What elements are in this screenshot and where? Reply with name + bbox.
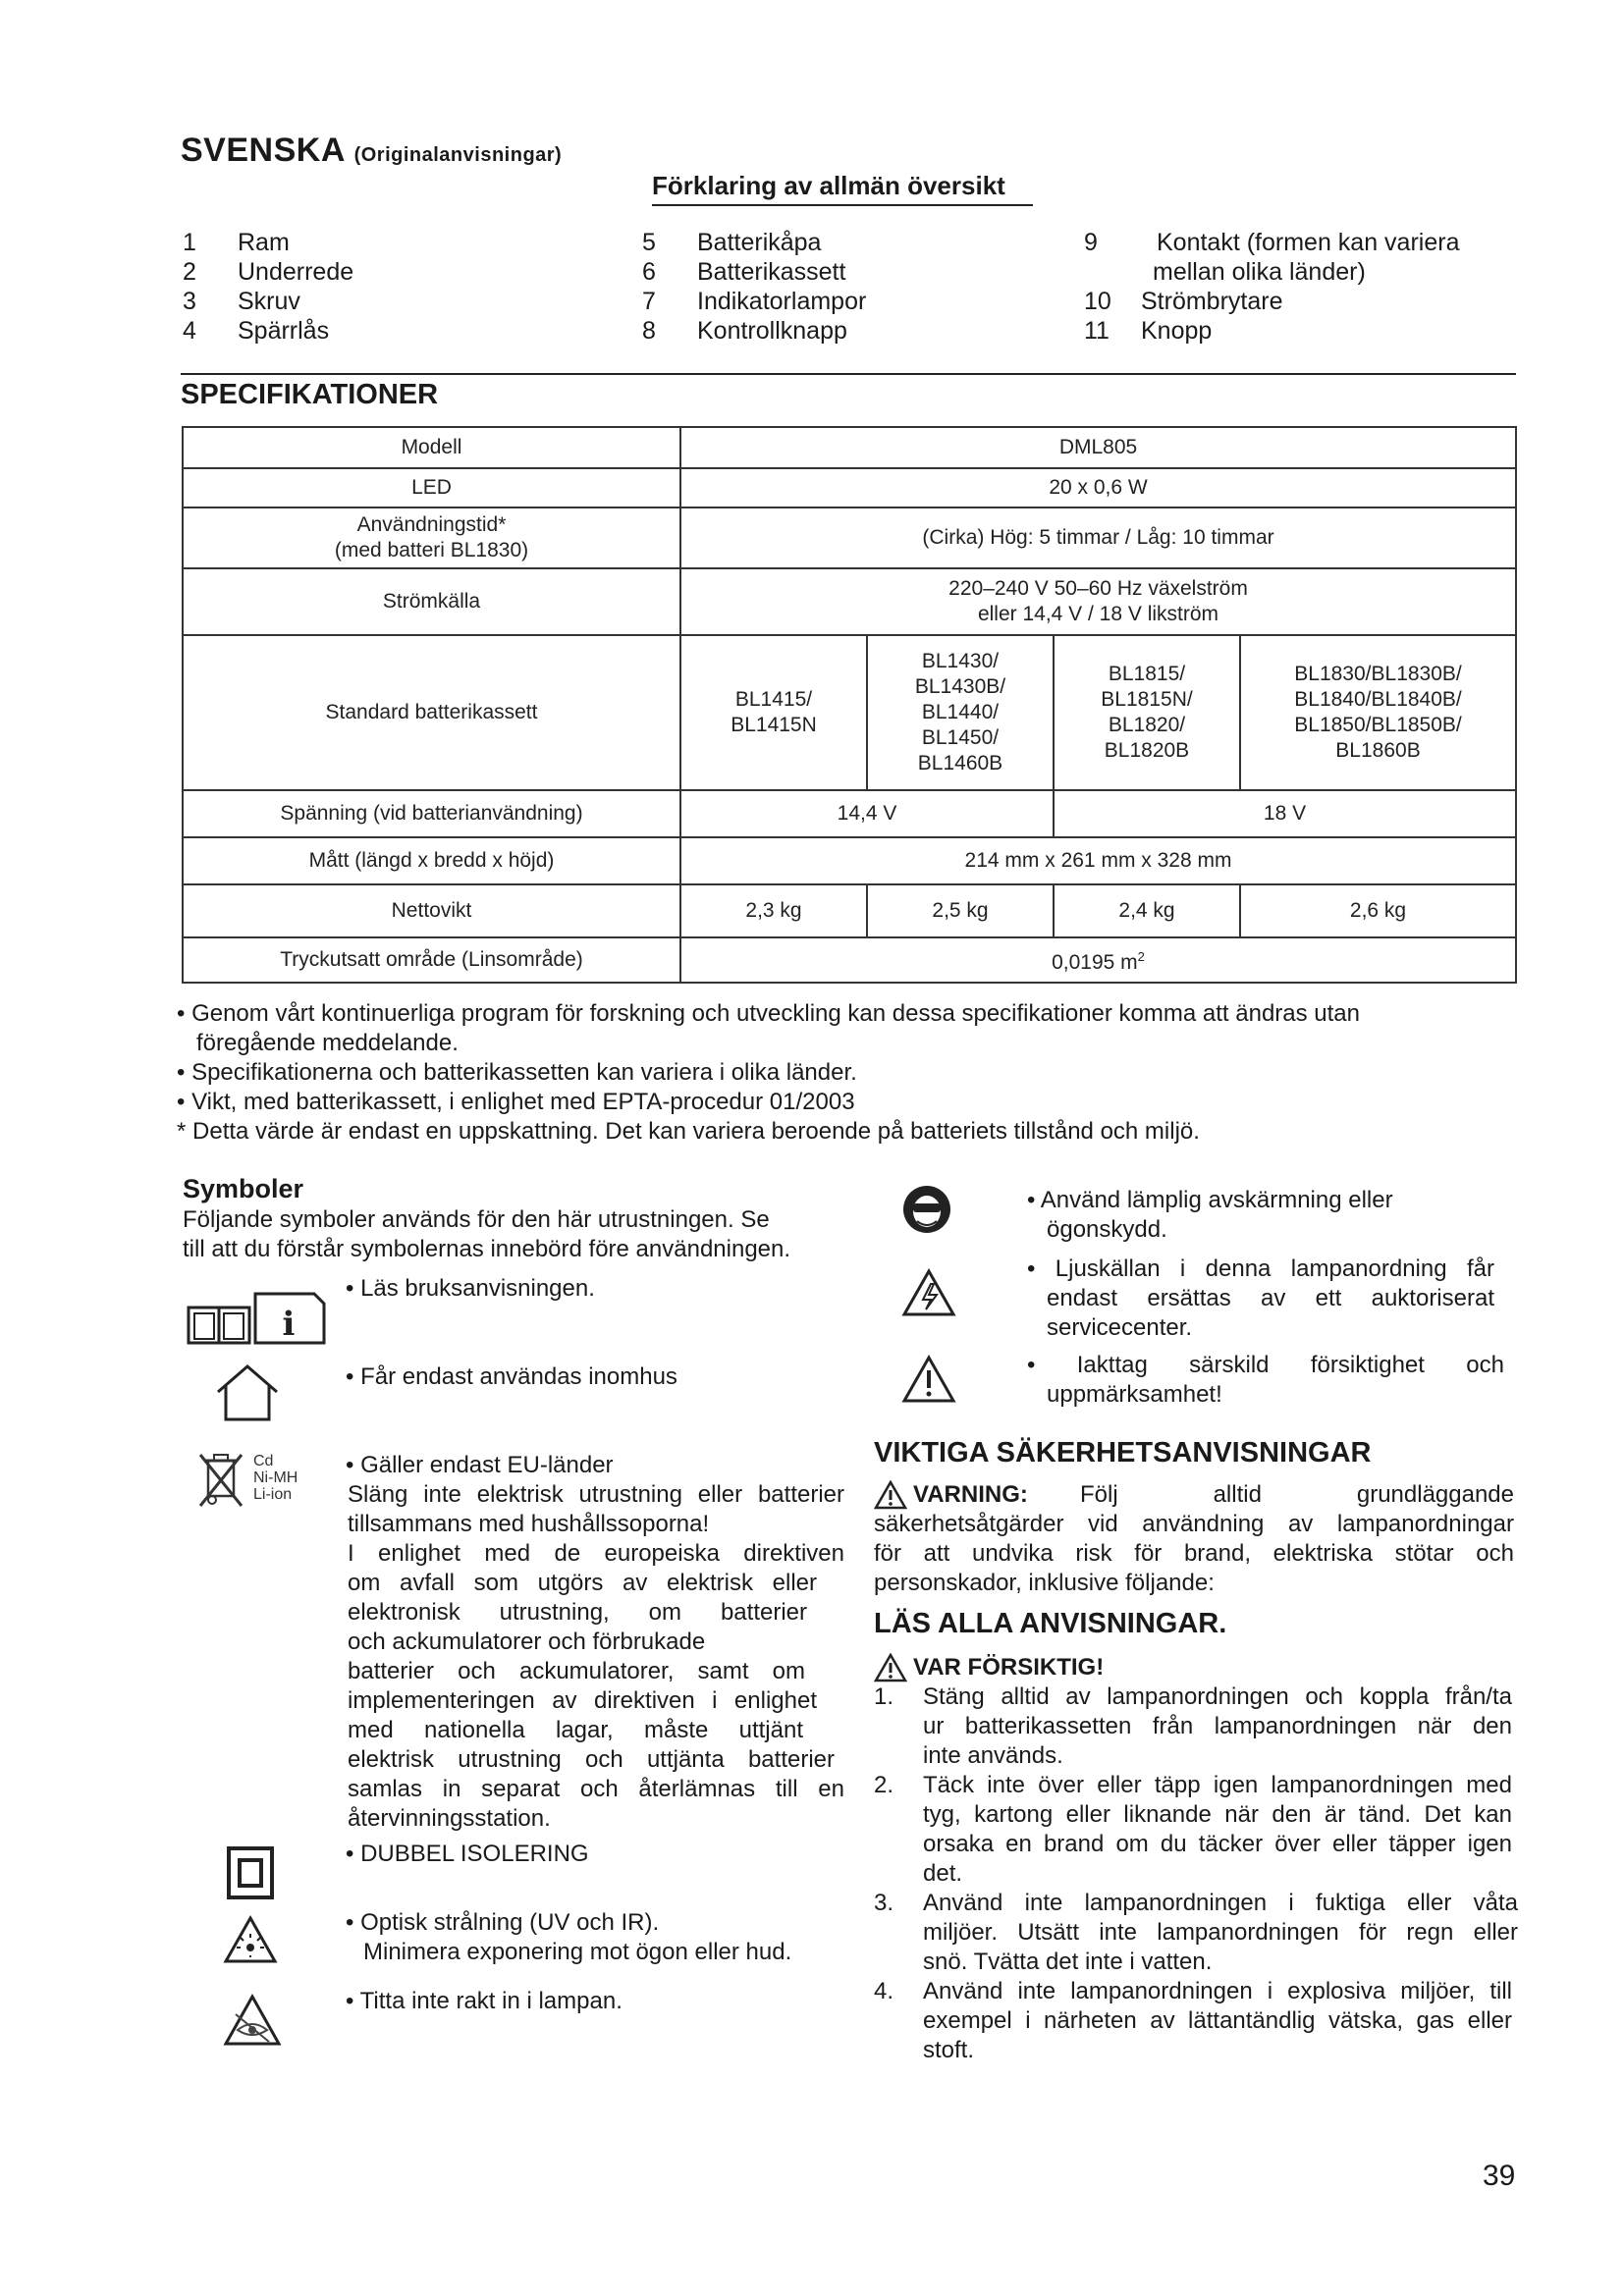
battery-cell: BL1830/BL1830B/ BL1840/BL1840B/ BL1850/BL1850B/ BL1860B [1240,635,1516,790]
spec-value: DML805 [680,427,1516,468]
spec-label: Tryckutsatt område (Linsområde) [183,937,680,983]
overview-title-underline [652,204,1033,206]
specifications-heading: SPECIFIKATIONER [181,379,439,410]
svg-text:i: i [282,1305,296,1344]
spec-label: Mått (längd x bredd x höjd) [183,837,680,884]
spec-label: Standard batterikassett [183,635,680,790]
language-sub-label: (Originalanvisningar) [353,144,563,166]
do-not-stare-at-lamp-icon [222,1993,283,2048]
spec-label: Modell [183,427,680,468]
symbol-desc: • Titta inte rakt in i lampan. [346,1988,623,2014]
symbol-desc: ögonskydd. [1047,1216,1167,1243]
list-item-continuation: mellan olika länder) [1153,258,1366,286]
symbol-desc-block: • Ljuskällan i denna lampanordning får endast ersättas av ett auktoriserat servicecenter. [1027,1255,1494,1341]
spec-value: (Cirka) Hög: 5 timmar / Låg: 10 timmar [680,507,1516,568]
caution-label-row: VAR FÖRSIKTIG! [874,1653,1104,1682]
spec-label: Användningstid* (med batteri BL1830) [183,507,680,568]
symbols-heading: Symboler [183,1174,304,1203]
double-insulation-icon [226,1845,275,1900]
symbol-desc: • Får endast användas inomhus [346,1363,677,1390]
list-item: 4 Spärrlås [183,317,330,345]
spec-value: 20 x 0,6 W [680,468,1516,507]
symbol-desc-block: • Iakttag särskild försiktighet och uppmärksamhet! [1027,1352,1504,1408]
note: • Genom vårt kontinuerliga program för forskning och utveckling kan dessa specifikationer komma att ändras utan [177,1000,1361,1027]
battery-cell: BL1430/ BL1430B/ BL1440/ BL1450/ BL1460B [867,635,1054,790]
list-item: 3 Skruv [183,288,300,315]
warning-block: VARNING: Följ alltid grundläggande säkerhetsåtgärder vid användning av lampanordningar för att undvika risk för brand, elektriska stötar och personskador, inklusive följande: [874,1481,1514,1596]
weee-chemicals-label: Cd Ni-MH Li-ion [253,1453,298,1503]
overview-column-3 [1084,228,1516,346]
symbol-desc: • Läs bruksanvisningen. [346,1275,595,1302]
spec-value: 2,5 kg [867,884,1054,937]
symbol-desc: Minimera exponering mot ögon eller hud. [363,1939,792,1965]
list-item: 3. Använd inte lampanordningen i fuktiga eller våta miljöer. Utsätt inte lampanordningen för regn eller snö. Tvätta det inte i vatten. [874,1890,1518,1975]
page-number: 39 [1483,2160,1516,2192]
symbols-intro: till att du förstår symbolernas innebörd före användningen. [183,1236,791,1262]
list-item: 9 Kontakt (formen kan variera [1084,229,1460,256]
spec-label: Strömkälla [183,568,680,635]
spec-value: 0,0195 $m^2$ [680,937,1516,983]
optical-radiation-warning-icon [222,1914,279,1965]
table-row [183,790,1516,837]
list-item: 7 Indikatorlampor [642,288,867,315]
table-row [183,937,1516,983]
overview-column-1 [183,228,354,346]
list-item: 6 Batterikassett [642,258,846,286]
page-language-title [181,132,562,170]
list-item: 1 Ram [183,229,290,256]
specifications-table [182,426,1517,984]
list-item: 1. Stäng alltid av lampanordningen och koppla från/ta ur batterikassetten från lampanordningen när den inte används. [874,1683,1512,1769]
safety-heading: VIKTIGA SÄKERHETSANVISNINGAR [874,1437,1372,1468]
list-item: 4. Använd inte lampanordningen i explosiva miljöer, till exempel i närheten av lättantändlig vätska, gas eller stoft. [874,1978,1512,2063]
indoor-use-house-icon [212,1362,283,1423]
note: * Detta värde är endast en uppskattning. Det kan variera beroende på batteriets tillstånd och miljö. [177,1118,1200,1145]
list-item: 10 Strömbrytare [1084,288,1283,315]
section-divider [181,373,1516,375]
note: föregående meddelande. [196,1030,459,1056]
spec-value: 14,4 V [680,790,1054,837]
spec-value: 220–240 V 50–60 Hz växelström eller 14,4 V / 18 V likström [680,568,1516,635]
read-all-heading: LÄS ALLA ANVISNINGAR. [874,1608,1227,1639]
crossed-bin-weee-icon [196,1451,247,1510]
symbols-intro: Följande symboler används för den här utrustningen. Se [183,1206,770,1233]
caution-warning-icon [901,1355,956,1404]
list-item: 11 Knopp [1084,317,1213,345]
eye-protection-icon [901,1184,952,1235]
battery-cell: BL1415/ BL1415N [680,635,867,790]
overview-title: Förklaring av allmän översikt [652,171,1005,200]
spec-value: 2,3 kg [680,884,867,937]
battery-cell: BL1815/ BL1815N/ BL1820/ BL1820B [1054,635,1240,790]
spec-value: 18 V [1054,790,1516,837]
symbol-desc: • Använd lämplig avskärmning eller [1027,1187,1393,1213]
spec-value: 214 mm x 261 mm x 328 mm [680,837,1516,884]
warning-triangle-icon [874,1480,907,1510]
table-row [183,427,1516,468]
table-row [183,568,1516,635]
table-row [183,507,1516,568]
list-item: 8 Kontrollknapp [642,317,847,345]
table-row [183,884,1516,937]
safety-instruction-list [874,1682,1522,2065]
spec-label: LED [183,468,680,507]
table-row [183,468,1516,507]
overview-column-2 [642,228,867,346]
list-item: 2. Täck inte över eller täpp igen lampanordningen med tyg, kartong eller liknande när den är tänd. Det kan orsaka en brand om du täcker över eller täpper igen det. [874,1772,1512,1887]
read-manual-icon [187,1286,330,1347]
spec-value: 2,4 kg [1054,884,1240,937]
symbol-desc: • Gäller endast EU-länder [346,1452,614,1478]
note: • Vikt, med batterikassett, i enlighet med EPTA-procedur 01/2003 [177,1089,855,1115]
table-row [183,635,1516,790]
list-item: 2 Underrede [183,258,354,286]
electric-hazard-icon [901,1268,956,1317]
caution-triangle-icon [874,1653,907,1682]
language-label: SVENSKA [181,132,345,169]
symbol-desc: • DUBBEL ISOLERING [346,1841,589,1867]
spec-value: 2,6 kg [1240,884,1516,937]
spec-label: Spänning (vid batterianvändning) [183,790,680,837]
eu-disposal-text: Släng inte elektrisk utrustning eller batterier tillsammans med hushållssoporna! I enlighet med de europeiska direktiven om avfall som utgörs av elektrisk eller elektronisk utrustning, om batterier och ackumulatorer och förbrukade batterier och ackumulatorer, samt om implementeringen av direktiven i enlighet med nationella lagar, måste uttjänt elektrisk utrustning och uttjänta batterier samlas in separat och återlämnas till en återvinningsstation. [348,1481,844,1832]
table-row [183,837,1516,884]
note: • Specifikationerna och batterikassetten kan variera i olika länder. [177,1059,857,1086]
spec-notes [177,999,1360,1147]
spec-label: Nettovikt [183,884,680,937]
symbol-desc: • Optisk strålning (UV och IR). [346,1909,660,1936]
list-item: 5 Batterikåpa [642,229,822,256]
